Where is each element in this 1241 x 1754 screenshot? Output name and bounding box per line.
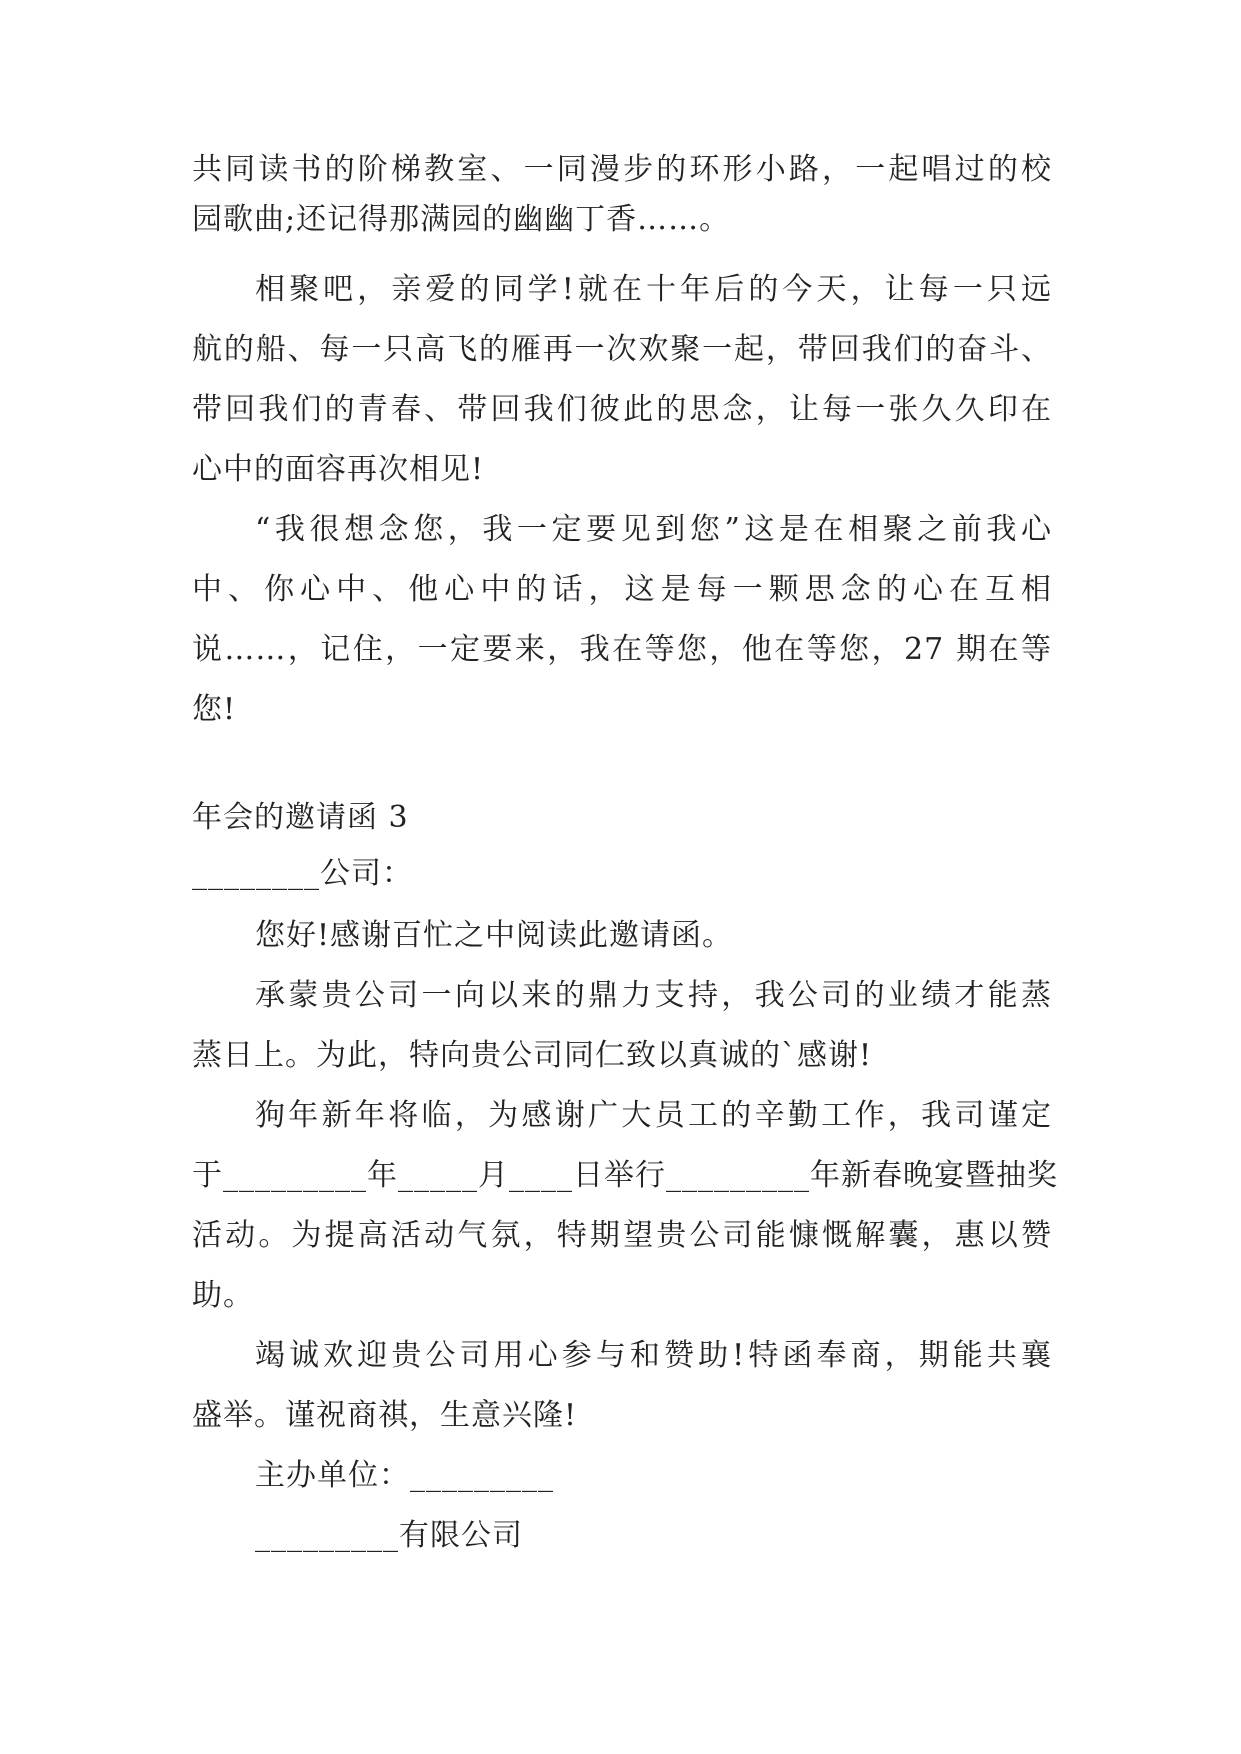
text-line: 盛举。谨祝商祺，生意兴隆! — [192, 1398, 578, 1433]
text-line: 航的船、每一只高飞的雁再一次欢聚一起，带回我们的奋斗、 — [192, 332, 1052, 367]
text-line: 说……，记住，一定要来，我在等您，他在等您，27 期在等 — [192, 632, 1052, 667]
text-line: 心中的面容再次相见! — [192, 452, 485, 487]
text-line: 承蒙贵公司一向以来的鼎力支持，我公司的业绩才能蒸 — [255, 978, 1052, 1013]
company-line: _________有限公司 — [255, 1518, 523, 1553]
text-line: 竭诚欢迎贵公司用心参与和赞助!特函奉商，期能共襄 — [255, 1338, 1052, 1373]
organizer-line: 主办单位：_________ — [255, 1458, 554, 1493]
text-line: 您! — [192, 692, 237, 727]
text-line: 相聚吧，亲爱的同学!就在十年后的今天，让每一只远 — [255, 272, 1052, 307]
text-line: 中、你心中、他心中的话，这是每一颗思念的心在互相 — [192, 572, 1052, 607]
section-title: 年会的邀请函 3 — [192, 800, 409, 835]
text-line: 带回我们的青春、带回我们彼此的思念，让每一张久久印在 — [192, 392, 1052, 427]
text-line: 助。 — [192, 1278, 254, 1313]
text-line: 蒸日上。为此，特向贵公司同仁致以真诚的`感谢! — [192, 1038, 873, 1073]
recipient-line: ________公司： — [192, 856, 413, 891]
text-line: 于_________年_____月____日举行_________年新春晚宴暨抽奖 — [192, 1158, 1058, 1193]
text-line: 园歌曲;还记得那满园的幽幽丁香……。 — [192, 202, 731, 237]
text-line: 共同读书的阶梯教室、一同漫步的环形小路，一起唱过的校 — [192, 152, 1052, 187]
text-line: 活动。为提高活动气氛，特期望贵公司能慷慨解囊，惠以赞 — [192, 1218, 1052, 1253]
text-line: 您好!感谢百忙之中阅读此邀请函。 — [255, 918, 734, 953]
text-line: 狗年新年将临，为感谢广大员工的辛勤工作，我司谨定 — [255, 1098, 1052, 1133]
text-line: “我很想念您，我一定要见到您”这是在相聚之前我心 — [255, 512, 1052, 547]
